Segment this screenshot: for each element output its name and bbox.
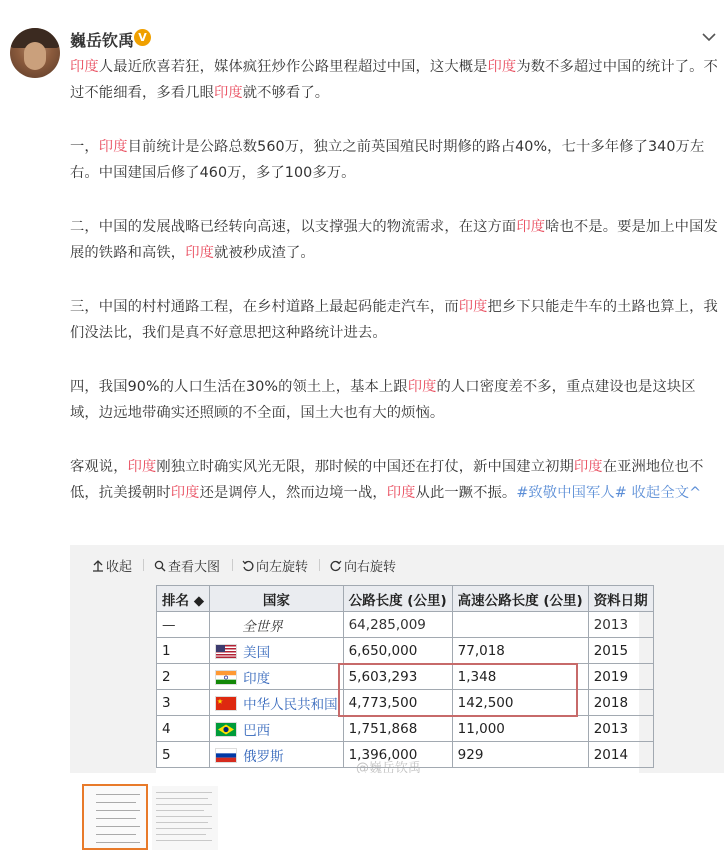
column-header-highway: 高速公路长度 (公里) bbox=[452, 586, 588, 612]
thumb-line bbox=[156, 792, 212, 793]
text: 目前统计是公路总数560万，独立之前英国殖民时期修的路占40%，七十多年修了340万左右。中国建国后修了460万，多了100多万。 bbox=[70, 139, 705, 181]
text: 人最近欣喜若狂，媒体疯狂炒作公路里程超过中国，这大概是 bbox=[98, 59, 488, 75]
text: 从此一蹶不振。 bbox=[415, 485, 517, 501]
cell-country bbox=[210, 716, 344, 742]
keyword-link[interactable]: 印度 bbox=[516, 219, 546, 235]
paragraph-6 bbox=[70, 454, 722, 506]
country-link[interactable]: 俄罗斯 bbox=[243, 748, 284, 765]
text: 把乡下只能走牛车的土路也算上，我们没法比，我们是真不好意思把这种路统计进去。 bbox=[70, 299, 718, 341]
thumb-line bbox=[96, 834, 136, 835]
cell-highway: 1,348 bbox=[452, 664, 588, 690]
column-header-date: 资料日期 bbox=[588, 586, 653, 612]
paragraph-2 bbox=[70, 134, 722, 186]
text: 四，我国90%的人口生活在30%的领土上，基本上跟 bbox=[70, 379, 408, 395]
thumb-line bbox=[156, 804, 212, 805]
text: 二，中国的发展战略已经转向高速，以支撑强大的物流需求，在这方面 bbox=[70, 219, 517, 235]
table-row bbox=[157, 716, 654, 742]
search-icon bbox=[154, 560, 166, 572]
cell-rank: 4 bbox=[157, 716, 210, 742]
us-flag-icon bbox=[215, 644, 237, 659]
column-header-rank[interactable]: 排名 ◆ bbox=[157, 586, 210, 612]
cell-rank: 1 bbox=[157, 638, 210, 664]
cell-country bbox=[210, 664, 344, 690]
text: 就不够看了。 bbox=[242, 85, 330, 101]
keyword-link[interactable]: 印度 bbox=[458, 299, 488, 315]
keyword-link[interactable]: 印度 bbox=[573, 459, 603, 475]
thumb-line bbox=[156, 840, 212, 841]
cell-highway bbox=[452, 612, 588, 638]
text: 的人口密度差不多，重点建设也是这块区域，边远地带确实还照顾的不全面，国土大也有大的烦恼。 bbox=[70, 379, 696, 421]
keyword-link[interactable]: 印度 bbox=[170, 485, 200, 501]
cell-rank: 3 bbox=[157, 690, 210, 716]
thumb-line bbox=[156, 810, 204, 811]
chevron-up-icon: ^ bbox=[689, 485, 702, 501]
highlight-box bbox=[338, 663, 578, 717]
country-link[interactable]: 美国 bbox=[243, 644, 271, 661]
cell-country bbox=[210, 638, 344, 664]
thumb-line bbox=[156, 798, 208, 799]
collapse-image-button[interactable] bbox=[92, 556, 132, 575]
keyword-link[interactable]: 印度 bbox=[70, 59, 99, 75]
cell-country: 全世界 bbox=[210, 612, 344, 638]
thumb-line bbox=[96, 818, 136, 819]
cell-road: 5,603,293 bbox=[343, 664, 452, 690]
toolbar-label: 向左旋转 bbox=[256, 560, 309, 575]
thumbnail[interactable] bbox=[152, 786, 218, 850]
cell-road: 1,396,000 bbox=[343, 742, 452, 768]
paragraph-1 bbox=[70, 54, 722, 106]
rotate-left-button[interactable] bbox=[242, 556, 308, 575]
text: 为数不多超过中国的统计了。不过不能细看，多看几眼 bbox=[70, 59, 718, 101]
cell-rank: 5 bbox=[157, 742, 210, 768]
separator bbox=[232, 559, 233, 571]
cell-country bbox=[210, 742, 344, 768]
keyword-link[interactable]: 印度 bbox=[386, 485, 416, 501]
thumb-line bbox=[156, 828, 212, 829]
view-large-button[interactable] bbox=[154, 556, 220, 575]
image-toolbar bbox=[70, 545, 724, 585]
username[interactable]: 巍岳钦禹 bbox=[70, 31, 135, 50]
cell-country bbox=[210, 690, 344, 716]
country-link[interactable]: 中华人民共和国 bbox=[243, 696, 338, 713]
table-row bbox=[157, 638, 654, 664]
thumbnail-selected[interactable] bbox=[82, 784, 148, 850]
cell-highway: 77,018 bbox=[452, 638, 588, 664]
paragraph-5 bbox=[70, 374, 722, 426]
cell-date: 2019 bbox=[588, 664, 653, 690]
collapse-label: 收起全文 bbox=[631, 485, 690, 501]
cell-road: 1,751,868 bbox=[343, 716, 452, 742]
thumb-line bbox=[96, 794, 140, 795]
india-flag-icon bbox=[215, 670, 237, 685]
thumb-line bbox=[96, 826, 140, 827]
collapse-arrow-icon bbox=[92, 560, 104, 572]
cell-highway: 929 bbox=[452, 742, 588, 768]
cell-road: 6,650,000 bbox=[343, 638, 452, 664]
russia-flag-icon bbox=[215, 748, 237, 763]
separator bbox=[319, 559, 320, 571]
text: 还是调停人，然而边境一战， bbox=[199, 485, 387, 501]
table-row bbox=[157, 612, 654, 638]
cell-date: 2013 bbox=[588, 716, 653, 742]
thumb-line bbox=[96, 810, 140, 811]
cell-date: 2018 bbox=[588, 690, 653, 716]
text: 就被秒成渣了。 bbox=[213, 245, 315, 261]
thumb-line bbox=[96, 802, 136, 803]
country-link[interactable]: 印度 bbox=[243, 670, 271, 687]
toolbar-label: 收起 bbox=[106, 560, 133, 575]
china-flag-icon bbox=[215, 696, 237, 711]
hashtag-link[interactable]: #致敬中国军人# bbox=[516, 485, 627, 501]
verified-badge-icon: V bbox=[134, 29, 151, 46]
column-header-country: 国家 bbox=[210, 586, 344, 612]
text: 在亚洲地位也不低，抗美援朝时 bbox=[70, 459, 704, 501]
text: 刚独立时确实风光无限，那时候的中国还在打仗，新中国建立初期 bbox=[156, 459, 574, 475]
avatar[interactable] bbox=[10, 28, 60, 78]
cell-rank: 2 bbox=[157, 664, 210, 690]
country-link[interactable]: 巴西 bbox=[243, 722, 271, 739]
text: 客观说， bbox=[70, 459, 128, 475]
cell-rank: — bbox=[157, 612, 210, 638]
keyword-link[interactable]: 印度 bbox=[127, 459, 157, 475]
thumb-line bbox=[156, 834, 206, 835]
keyword-link[interactable]: 印度 bbox=[487, 59, 517, 75]
chevron-down-icon[interactable] bbox=[698, 26, 720, 48]
toolbar-label: 查看大图 bbox=[168, 560, 221, 575]
paragraph-4 bbox=[70, 294, 722, 346]
thumb-line bbox=[156, 816, 212, 817]
avatar-face bbox=[24, 42, 46, 70]
keyword-link[interactable]: 印度 bbox=[185, 245, 214, 261]
thumb-line bbox=[96, 842, 140, 843]
text: 一， bbox=[70, 139, 99, 155]
cell-highway: 11,000 bbox=[452, 716, 588, 742]
paragraph-3 bbox=[70, 214, 722, 266]
cell-date: 2013 bbox=[588, 612, 653, 638]
keyword-link[interactable]: 印度 bbox=[407, 379, 437, 395]
keyword-link[interactable]: 印度 bbox=[213, 85, 243, 101]
cell-date: 2014 bbox=[588, 742, 653, 768]
toolbar-label: 向右旋转 bbox=[344, 560, 397, 575]
rotate-right-icon bbox=[330, 560, 342, 572]
cell-road: 64,285,009 bbox=[343, 612, 452, 638]
collapse-link[interactable] bbox=[632, 485, 702, 501]
post-text bbox=[70, 54, 722, 506]
cell-highway: 142,500 bbox=[452, 690, 588, 716]
keyword-link[interactable]: 印度 bbox=[98, 139, 128, 155]
rotate-left-icon bbox=[242, 560, 254, 572]
column-header-road: 公路长度 (公里) bbox=[343, 586, 452, 612]
text: 啥也不是。要是加上中国发展的铁路和高铁， bbox=[70, 219, 718, 261]
cell-road: 4,773,500 bbox=[343, 690, 452, 716]
brazil-flag-icon bbox=[215, 722, 237, 737]
table-header-row bbox=[157, 586, 654, 612]
rotate-right-button[interactable] bbox=[330, 556, 396, 575]
watermark: @巍岳钦禹 bbox=[356, 761, 422, 773]
text: 三，中国的村村通路工程，在乡村道路上最起码能走汽车，而 bbox=[70, 299, 459, 315]
image-viewer bbox=[70, 545, 724, 773]
road-length-table-image[interactable] bbox=[156, 585, 648, 773]
cell-date: 2015 bbox=[588, 638, 653, 664]
separator bbox=[143, 559, 144, 571]
thumb-line bbox=[156, 822, 208, 823]
